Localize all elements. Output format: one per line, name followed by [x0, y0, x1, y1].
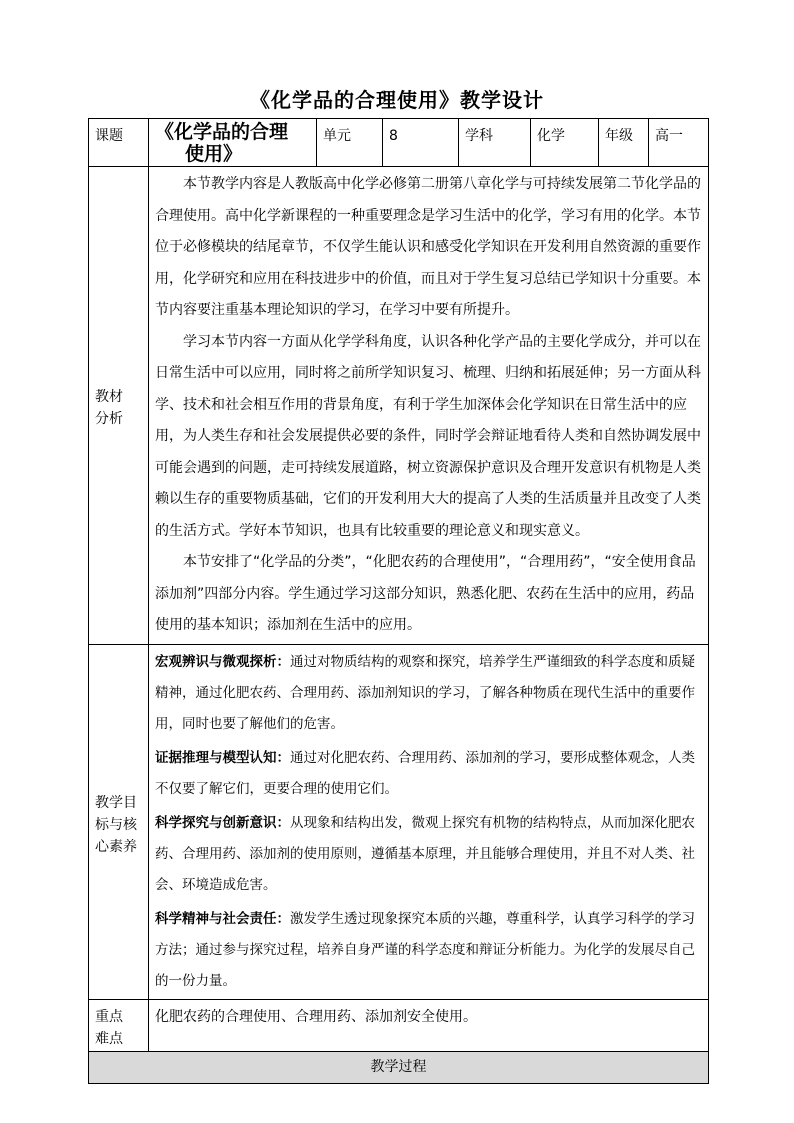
key-points-label-line2: 难点	[95, 1030, 123, 1047]
goals-row	[89, 644, 709, 999]
analysis-label-cell	[89, 167, 149, 645]
goals-content-cell	[149, 644, 709, 999]
goal-item	[155, 647, 702, 740]
grade-value: 高一	[655, 128, 683, 144]
topic-value-line1: 《化学品的合理	[155, 121, 289, 143]
goal-heading: 宏观辨识与微观探析：	[155, 653, 290, 670]
goal-text: 通过对物质结构的观察和探究，培养学生严谨细致的科学态度和质疑精神，通过化肥农药、合理用药、添加剂知识的学习，了解各种物质在现代生活中的重要作用，同时也要了解他们的危害。	[155, 653, 695, 732]
key-points-label	[89, 1000, 148, 1050]
subject-value: 化学	[537, 128, 565, 144]
goal-text: 从现象和结构出发，微观上探究有机物的结构特点，从而加深化肥农药、合理用药、添加剂的使用原则，遵循基本原理，并且能够合理使用，并且不对人类、社会、环境造成危害。	[155, 814, 695, 893]
goal-text: 激发学生透过现象探究本质的兴趣，尊重科学，认真学习科学的学习方法；通过参与探究过程，培养自身严谨的科学态度和辩证分析能力。为化学的发展尽自己的一份力量。	[155, 910, 695, 989]
goal-item	[155, 808, 702, 901]
goal-item	[155, 904, 702, 997]
topic-value	[149, 119, 316, 165]
grade-label-cell	[599, 119, 649, 167]
goals-label-line1: 教学目	[95, 794, 137, 811]
key-points-label-cell	[89, 999, 149, 1051]
topic-label: 课题	[95, 128, 123, 144]
analysis-row	[89, 167, 709, 645]
key-points-label-line1: 重点	[95, 1008, 123, 1025]
process-row	[89, 1051, 709, 1083]
unit-value-cell	[383, 119, 459, 167]
analysis-content	[149, 167, 708, 644]
analysis-content-cell	[149, 167, 709, 645]
goals-label-line3: 心素养	[95, 838, 137, 855]
teaching-process-header: 教学过程	[89, 1051, 709, 1083]
analysis-paragraph: 本节教学内容是人教版高中化学必修第二册第八章化学与可持续发展第二节化学品的合理使用。高中化学新课程的一种重要理念是学习生活中的化学，学习有用的化学。本节位于必修模块的结尾章节，不仅学生能认识和感受化学知识在开发利用自然资源的重要作用，化学研究和应用在科技进步中的价值，而且对于学生复习总结已学知识十分重要。本节内容要注重基本理论知识的学习，在学习中要有所提升。	[155, 176, 701, 318]
topic-value-cell	[149, 119, 317, 167]
goals-label	[89, 786, 148, 858]
goal-heading: 科学探究与创新意识：	[155, 814, 290, 831]
subject-label-cell	[459, 119, 531, 167]
goals-label-cell	[89, 644, 149, 999]
analysis-label-line2: 分析	[95, 411, 123, 428]
goal-item	[155, 743, 702, 805]
grade-label: 年级	[605, 128, 633, 144]
key-points-row	[89, 999, 709, 1051]
goals-content	[149, 645, 708, 999]
key-points-content-cell	[149, 999, 709, 1051]
topic-label-cell	[89, 119, 149, 167]
page-title: 《化学品的合理使用》教学设计	[250, 88, 544, 112]
goals-label-line2: 标与核	[95, 816, 137, 833]
grade-value-cell	[649, 119, 709, 167]
goal-heading: 证据推理与模型认知：	[155, 749, 290, 766]
lesson-plan-table	[88, 118, 709, 1084]
analysis-paragraph: 学习本节内容一方面从化学学科角度，认识各种化学产品的主要化学成分，并可以在日常生活中可以应用，同时将之前所学知识复习、梳理、归纳和拓展延伸；另一方面从科学、技术和社会相互作用的背景角度，有利于学生加深体会化学知识在日常生活中的应用，为人类生存和社会发展提供必要的条件，同时学会辩证地看待人类和自然协调发展中可能会遇到的问题，走可持续发展道路，树立资源保护意识及合理开发意识有机物是人类赖以生存的重要物质基础，它们的开发利用大大的提高了人类的生活质量并且改变了人类的生活方式。学好本节知识，也具有比较重要的理论意义和现实意义。	[155, 333, 701, 539]
header-row	[89, 119, 709, 167]
analysis-label-line1: 教材	[95, 389, 123, 406]
unit-value: 8	[389, 128, 398, 144]
subject-label: 学科	[465, 128, 493, 144]
goal-text: 通过对化肥农药、合理用药、添加剂的学习，要形成整体观念，人类不仅要了解它们，更要合理的使用它们。	[155, 749, 695, 797]
topic-value-line2: 使用》	[185, 143, 243, 165]
unit-label-cell	[317, 119, 383, 167]
subject-value-cell	[531, 119, 599, 167]
unit-label: 单元	[323, 128, 351, 144]
key-points-text: 化肥农药的合理使用、合理用药、添加剂安全使用。	[155, 1008, 477, 1025]
analysis-label	[89, 380, 148, 430]
analysis-paragraph: 本节安排了“化学品的分类”，“化肥农药的合理使用”，“合理用药”，“安全使用食品添加剂”四部分内容。学生通过学习这部分知识，熟悉化肥、农药在生活中的应用，药品使用的基本知识；添加剂在生活中的应用。	[155, 554, 696, 633]
goal-heading: 科学精神与社会责任：	[155, 910, 290, 927]
